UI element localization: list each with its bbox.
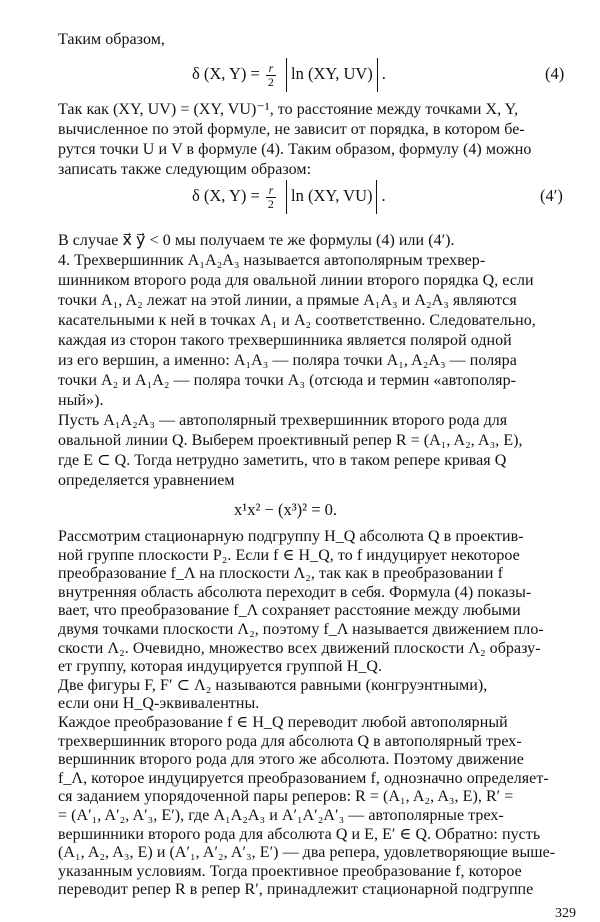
formula-4-left: δ (X, Y) = — [192, 63, 260, 83]
formula-4p-fraction — [266, 184, 276, 211]
text-line: вершинники второго рода для абсолюта Q и E, E′ ∈ Q. Обратно: пусть — [58, 825, 541, 843]
equation-label: (4′) — [540, 186, 563, 205]
equation-label: (4) — [545, 64, 565, 83]
abs-bar — [286, 58, 287, 92]
text-line: записать также следующим образом: — [58, 161, 312, 178]
text-line: ся заданием упорядоченной пары реперов: R = (A₁, A₂, A₃, E), R′ = — [58, 788, 514, 806]
text-line: Рассмотрим стационарную подгруппу H_Q абсолюта Q в проектив- — [58, 528, 524, 545]
text-line: ной группе плоскости P₂. Если f ∈ H_Q, то f индуцирует некоторое — [58, 546, 520, 564]
text-line: 4. Трехвершинник A₁A₂A₃ называется автополярным трехвер- — [58, 252, 486, 269]
text-line: каждая из сторон такого трехвершинника является полярой одной — [58, 332, 512, 349]
text-line: ный»). — [58, 392, 104, 409]
text-line: точки A₁, A₂ лежат на этой линии, а прямые A₁A₃ и A₂A₃ являются — [58, 292, 517, 309]
text-line: преобразование f_Λ на плоскости Λ₂, так как в преобразовании f — [58, 565, 503, 583]
text-line: указанным условиям. Тогда проективное преобразование f, которое — [58, 862, 522, 880]
text-line: точки A₂ и A₁A₂ — поляра точки A₃ (отсюда и термин «автополяр- — [58, 372, 517, 389]
abs-bar — [377, 58, 378, 92]
formula-4p-right: ln (XY, VU) — [291, 185, 373, 205]
formula-4-fraction — [266, 62, 276, 89]
fraction-denominator: 2 — [267, 196, 274, 211]
formula-4-prime: δ (X, Y) = $\frac{r}{2}$ ln (XY, VU) . — [192, 180, 386, 214]
page-number: 329 — [555, 906, 576, 921]
text-line: если они H_Q-эквивалентны. — [58, 695, 260, 713]
text-line: двумя точками плоскости Λ₂, поэтому f_Λ называется движением пло- — [58, 621, 544, 638]
text-line: ет группу, которая индуцируется группой H_Q. — [58, 658, 383, 676]
text-line: В случае x⃗ y⃗ < 0 мы получаем те же формулы (4) или (4′). — [58, 232, 455, 249]
abs-bar — [286, 180, 287, 214]
text-line: касательными к ней в точках A₁ и A₂ соответственно. Следовательно, — [58, 312, 536, 329]
text-line: f_Λ, которое индуцируется преобразованием f, однозначно определяет- — [58, 769, 549, 787]
text-line: вает, что преобразование f_Λ сохраняет расстояние между любыми — [58, 602, 521, 620]
text-line: внутренняя область абсолюта переходит в себя. Формула (4) показы- — [58, 583, 532, 601]
formula-4: δ (X, Y) = $\frac{r}{2}$ ln (XY, UV) . — [192, 58, 386, 92]
text-line: скости Λ₂. Очевидно, множество всех движений плоскости Λ₂ образу- — [58, 639, 541, 657]
text-line: переводит репер R в репер R′, принадлежит стационарной подгруппе — [58, 881, 534, 899]
formula-4p-left: δ (X, Y) = — [192, 185, 260, 205]
curve-equation: x¹x² − (x³)² = 0. — [234, 500, 338, 519]
abs-bar — [376, 180, 377, 214]
text-line: = (A′₁, A′₂, A′₃, E′), где A₁A₂A₃ и A′₁A′₂A′₃ — автополярные трех- — [58, 807, 504, 824]
fraction-denominator: 2 — [267, 74, 274, 89]
fraction-numerator: r — [266, 62, 276, 76]
text-line: Таким образом, — [58, 31, 165, 48]
text-line: где E ⊂ Q. Тогда нетрудно заметить, что в таком репере кривая Q — [58, 452, 507, 469]
text-line: Пусть A₁A₂A₃ — автополярный трехвершинник второго рода для — [58, 412, 508, 429]
text-line: рутся точки U и V в формуле (4). Таким образом, формулу (4) можно — [58, 141, 532, 158]
formula-4-right: ln (XY, UV) — [291, 63, 373, 83]
text-line: вершинник второго рода для этого же абсолюта. Поэтому движение — [58, 751, 524, 769]
text-line: Каждое преобразование f ∈ H_Q переводит любой автополярный — [58, 714, 508, 731]
text-line: из его вершин, а именно: A₁A₃ — поляра точки A₁, A₂A₃ — поляра — [58, 352, 517, 369]
fraction-numerator: r — [266, 184, 276, 198]
text-line: определяется уравнением — [58, 472, 235, 489]
text-line: (A₁, A₂, A₃, E) и (A′₁, A′₂, A′₃, E′) — два репера, удовлетворяющие выше- — [58, 844, 556, 862]
text-line: овальной линии Q. Выберем проективный репер R = (A₁, A₂, A₃, E), — [58, 432, 523, 449]
text-line: трехвершинник второго рода для абсолюта Q в автополярный трех- — [58, 732, 522, 750]
text-line: Так как (XY, UV) = (XY, VU)⁻¹, то расстояние между точками X, Y, — [58, 101, 519, 118]
text-line: Две фигуры F, F′ ⊂ Λ₂ называются равными (конгруэнтными), — [58, 676, 488, 694]
text-line: шинником второго рода для овальной линии второго порядка Q, если — [58, 272, 534, 289]
text-line: вычисленное по этой формуле, не зависит от порядка, в котором бе- — [58, 121, 525, 138]
